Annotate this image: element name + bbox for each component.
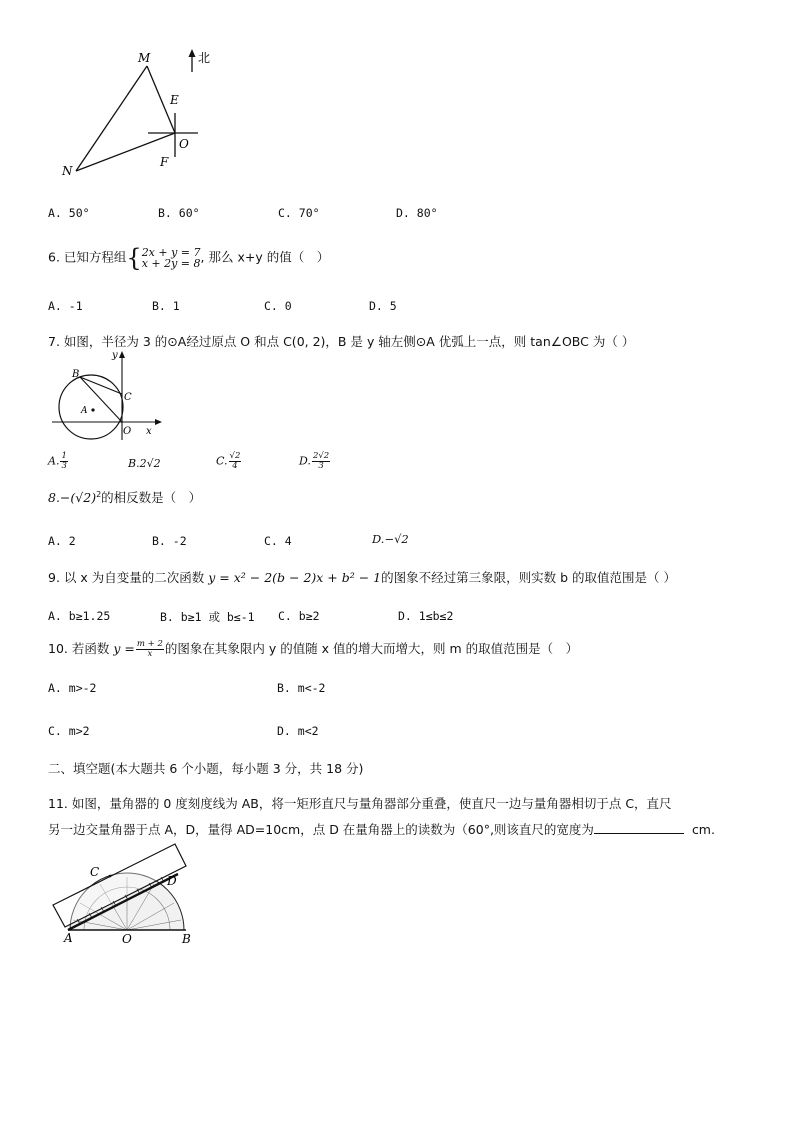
q9-option-b: B. b≥1 或 b≤-1 [160, 610, 255, 624]
q6-option-b: B. 1 [152, 299, 180, 313]
q11-unit: cm. [691, 822, 715, 837]
label-n: N [62, 164, 73, 178]
section-2-title: 二、填空题(本大题共 6 个小题，每小题 3 分，共 18 分) [48, 761, 364, 776]
q10-option-d: D. m<2 [277, 724, 319, 738]
q8-exponent: 2 [96, 489, 102, 499]
label-y: y [112, 350, 118, 361]
q7-option-b: B.2√2 [128, 457, 161, 470]
label-b: B [182, 932, 191, 946]
label-x: x [146, 426, 152, 437]
q6-stem [48, 246, 329, 270]
q11-line-1: 11. 如图，量角器的 0 度刻度线为 AB，将一矩形直尺与量角器部分重叠，使直尺一边与量角器相切于点 C，直尺 [48, 796, 672, 811]
q8-option-b: B. -2 [152, 534, 187, 548]
q6-option-d: D. 5 [369, 299, 397, 313]
q7-figure [48, 348, 168, 443]
north-arrow-head [189, 49, 196, 57]
label-o: O [122, 932, 132, 946]
q9-prefix: 9. 以 x 为自变量的二次函数 [48, 570, 205, 585]
q10-stem [48, 639, 578, 659]
answer-blank[interactable] [594, 822, 684, 834]
q5-figure [50, 40, 240, 185]
y-axis-arrow [119, 351, 125, 358]
q7-option-c: C. $\frac{√2}{4}$ [216, 451, 241, 471]
q11-figure [50, 840, 200, 948]
segment-bc [80, 377, 122, 394]
center-a-dot [91, 408, 94, 411]
q10-option-c: C. m>2 [48, 724, 90, 738]
x-axis-arrow [155, 419, 162, 425]
q8-expr: 8.−(√2) [48, 490, 97, 505]
label-o: O [123, 426, 132, 437]
label-a: A [81, 406, 88, 416]
q11-line-2 [48, 820, 715, 838]
q9-formula: y = x² − 2(b − 2)x + b² − 1 [208, 570, 382, 585]
q9-option-d: D. 1≤b≤2 [398, 609, 454, 623]
q5-option-d: D. 80° [396, 206, 438, 220]
q6-option-a: A. -1 [48, 299, 83, 313]
q10-y: y = [113, 641, 135, 656]
q10-suffix: 的图象在其象限内 y 的值随 x 值的增大而增大，则 m 的取值范围是（ ） [164, 641, 579, 656]
q7-option-a: A. $\frac{1}{3}$ [48, 451, 67, 471]
q8-option-c: C. 4 [264, 534, 292, 548]
q10-option-b: B. m<-2 [277, 681, 326, 695]
q8-option-d: D.−√2 [372, 532, 409, 546]
label-d: D [167, 874, 177, 888]
q7-stem: 7. 如图，半径为 3 的⊙A经过原点 O 和点 C(0, 2)，B 是 y 轴左侧⊙A 优弧上一点，则 tan∠OBC 为（ ） [48, 334, 635, 349]
q11-line-2-text: 另一边交量角器于点 A，D，量得 AD=10cm，点 D 在量角器上的读数为（60°,则该直尺的宽度为 [48, 822, 594, 837]
point-c-dot [109, 875, 112, 878]
label-e: E [170, 93, 179, 107]
q5-option-b: B. 60° [158, 206, 200, 220]
q7-option-d: D. $\frac{2√2}{3}$ [299, 451, 330, 471]
label-a: A [64, 931, 73, 945]
q10-fraction: $\frac{m + 2}{x}$ [136, 639, 163, 659]
q6-eq2: x + 2y = 8 [141, 257, 201, 270]
label-o: O [179, 137, 189, 151]
q6-suffix: , 那么 x+y 的值（ ） [200, 249, 330, 265]
label-c: C [90, 865, 100, 879]
q10-prefix: 10. 若函数 [48, 641, 110, 656]
q6-eq1: 2x + y = 7 [141, 246, 201, 259]
circle-a [59, 375, 123, 439]
label-north: 北 [198, 51, 211, 65]
q9-option-a: A. b≥1.25 [48, 609, 111, 623]
q6-brace: { [126, 244, 142, 272]
q6-prefix: 6. 已知方程组 [48, 249, 127, 265]
q9-suffix: 的图象不经过第三象限，则实数 b 的取值范围是（ ） [381, 570, 676, 585]
label-c: C [124, 392, 132, 403]
label-b: B [72, 369, 80, 380]
q9-option-c: C. b≥2 [278, 609, 320, 623]
q8-stem [48, 488, 201, 506]
q5-option-a: A. 50° [48, 206, 90, 220]
q8-text: 的相反数是（ ） [101, 490, 202, 505]
q6-system [142, 247, 201, 269]
q10-option-a: A. m>-2 [48, 681, 97, 695]
q9-stem [48, 568, 676, 586]
label-f: F [160, 155, 169, 169]
q5-option-c: C. 70° [278, 206, 320, 220]
line-mn [76, 66, 147, 171]
q8-option-a: A. 2 [48, 534, 76, 548]
label-m: M [138, 51, 151, 65]
q6-option-c: C. 0 [264, 299, 292, 313]
